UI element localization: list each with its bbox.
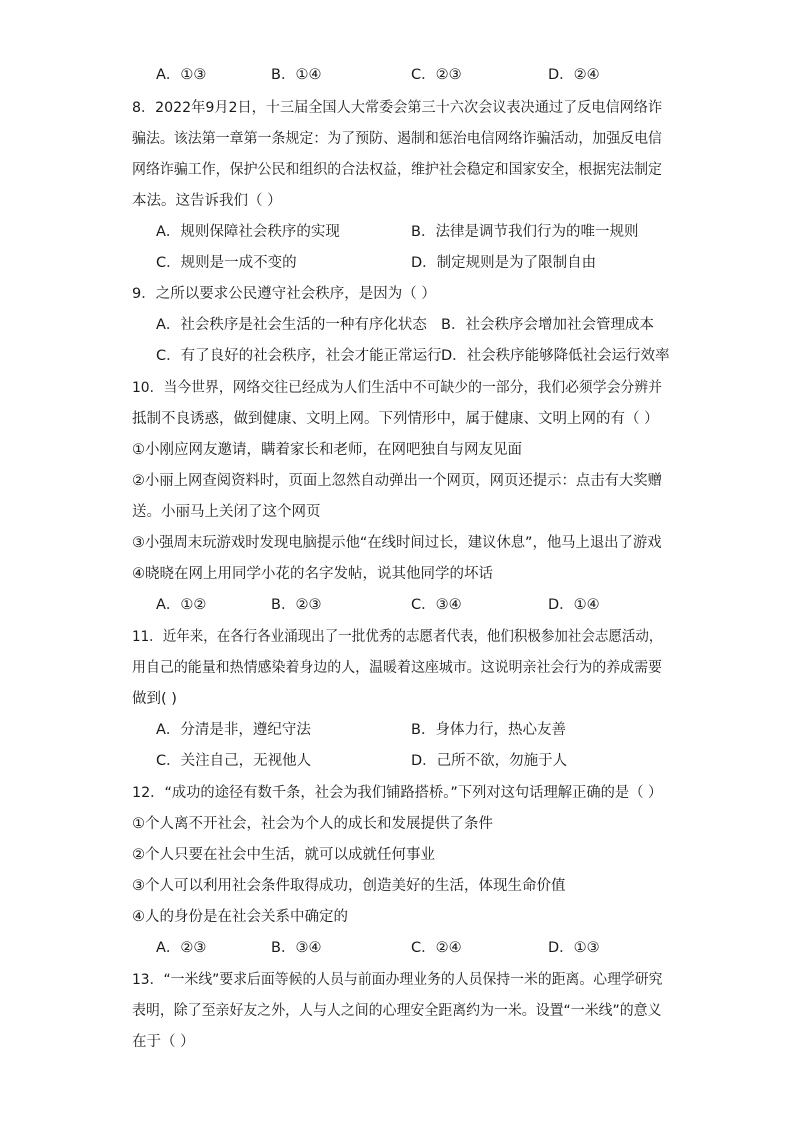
- q10-stem-line: 抵制不良诱惑，做到健康、文明上网。下列情形中，属于健康、文明上网的有（ ）: [132, 411, 659, 427]
- q11-stem-line: 做到( ): [132, 691, 177, 707]
- q12-statement: ④人的身份是在社会关系中确定的: [132, 909, 348, 925]
- q8-stem-line: 8．2022年9月2日，十三届全国人大常委会第三十六次会议表决通过了反电信网络诈: [132, 100, 663, 116]
- q8-stem-line: 骗法。该法第一章第一条规定：为了预防、遏制和惩治电信网络诈骗活动，加强反电信: [132, 131, 663, 147]
- q9-option-c[interactable]: C．有了良好的社会秩序，社会才能正常运行: [156, 348, 442, 364]
- q10-option-a[interactable]: A．①②: [156, 597, 207, 613]
- q12-statement: ②个人只要在社会中生活，就可以成就任何事业: [132, 847, 435, 863]
- q8-option-c[interactable]: C．规则是一成不变的: [156, 255, 297, 271]
- q11-option-d[interactable]: D．己所不欲，勿施于人: [411, 753, 568, 769]
- q10-option-c[interactable]: C．③④: [411, 597, 462, 613]
- q8-stem-line: 网络诈骗工作，保护公民和组织的合法权益，维护社会稳定和国家安全，根据宪法制定: [132, 162, 663, 178]
- q10-statement: ④晓晓在网上用同学小花的名字发帖，说其他同学的坏话: [132, 566, 493, 582]
- q8-option-a[interactable]: A．规则保障社会秩序的实现: [156, 224, 340, 240]
- q11-stem-line: 11．近年来，在各行各业涌现出了一批优秀的志愿者代表，他们积极参加社会志愿活动，: [132, 629, 663, 645]
- q10-statement: ①小刚应网友邀请，瞒着家长和老师，在网吧独自与网友见面: [132, 442, 522, 458]
- q7-option-c[interactable]: C．②③: [411, 67, 462, 83]
- q13-stem-line: 表明，除了至亲好友之外，人与人之间的心理安全距离约为一米。设置“一米线”的意义: [132, 1003, 662, 1019]
- q13-stem-line: 在于（ ）: [132, 1034, 195, 1050]
- q8-option-d[interactable]: D．制定规则是为了限制自由: [411, 255, 597, 271]
- q11-option-a[interactable]: A．分清是非，遵纪守法: [156, 722, 311, 738]
- q10-statement: ②小丽上网查阅资料时，页面上忽然自动弹出一个网页，网页还提示：点击有大奖赠: [132, 473, 663, 489]
- q12-option-b[interactable]: B．③④: [271, 940, 322, 956]
- q13-stem-line: 13．“一米线”要求后面等候的人员与前面办理业务的人员保持一米的距离。心理学研究: [132, 972, 663, 988]
- q10-option-d[interactable]: D．①④: [548, 597, 600, 613]
- q9-option-b[interactable]: B．社会秩序会增加社会管理成本: [441, 317, 654, 333]
- q12-stem-line: 12．“成功的途径有数千条，社会为我们铺路搭桥。”下列对这句话理解正确的是（ ）: [132, 785, 663, 801]
- q10-stem-line: 10．当今世界，网络交往已经成为人们生活中不可缺少的一部分，我们必须学会分辨并: [132, 380, 662, 396]
- q10-statement: ③小强周末玩游戏时发现电脑提示他“在线时间过长，建议休息”，他马上退出了游戏: [132, 535, 662, 551]
- q12-option-c[interactable]: C．②④: [411, 940, 462, 956]
- q12-statement: ③个人可以利用社会条件取得成功，创造美好的生活，体现生命价值: [132, 878, 566, 894]
- q9-stem-line: 9．之所以要求公民遵守社会秩序，是因为（ ）: [132, 286, 436, 302]
- q12-option-a[interactable]: A．②③: [156, 940, 207, 956]
- q10-option-b[interactable]: B．②③: [271, 597, 322, 613]
- q11-option-c[interactable]: C．关注自己，无视他人: [156, 753, 312, 769]
- q11-stem-line: 用自己的能量和热情感染着身边的人，温暖着这座城市。这说明亲社会行为的养成需要: [132, 660, 663, 676]
- q12-statement: ①个人离不开社会，社会为个人的成长和发展提供了条件: [132, 816, 493, 832]
- q12-option-d[interactable]: D．①③: [548, 940, 600, 956]
- q8-stem-line: 本法。这告诉我们（ ）: [132, 193, 282, 209]
- q7-option-b[interactable]: B．①④: [271, 67, 322, 83]
- q10-statement: 送。小丽马上关闭了这个网页: [132, 504, 321, 520]
- q9-option-a[interactable]: A．社会秩序是社会生活的一种有序化状态: [156, 317, 427, 333]
- q9-option-d[interactable]: D．社会秩序能够降低社会运行效率: [441, 348, 670, 364]
- q8-option-b[interactable]: B．法律是调节我们行为的唯一规则: [411, 224, 639, 240]
- q7-option-d[interactable]: D．②④: [548, 67, 600, 83]
- q7-option-a[interactable]: A．①③: [156, 67, 207, 83]
- q11-option-b[interactable]: B．身体力行，热心友善: [411, 722, 566, 738]
